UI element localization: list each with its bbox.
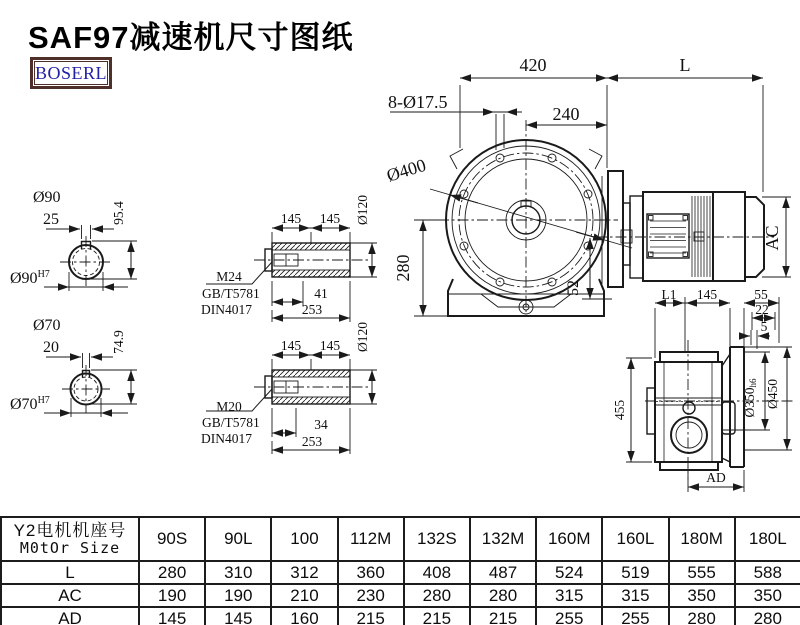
- motor-size-header-en: M0tOr Size: [19, 539, 121, 558]
- dim-label: 420: [519, 55, 547, 75]
- dim-label: 145: [696, 287, 718, 302]
- dim-value-cell: 215: [338, 607, 404, 625]
- dim-label: [10, 395, 50, 413]
- dim-value-cell: 230: [338, 584, 404, 607]
- col-header: 160M: [536, 517, 602, 561]
- motor-size-header-cn: Y2电机机座号: [13, 520, 127, 540]
- dim-value-cell: 312: [271, 561, 337, 584]
- dim-label: 20: [43, 339, 59, 356]
- dim-value-cell: 524: [536, 561, 602, 584]
- col-header: 180L: [735, 517, 800, 561]
- dim-label: 253: [301, 302, 323, 317]
- dim-value-cell: 215: [470, 607, 536, 625]
- dim-label: 145: [319, 211, 341, 226]
- row-label: AC: [1, 584, 139, 607]
- front-view: [384, 55, 763, 316]
- dim-table: [0, 516, 800, 625]
- dim-value-cell: 310: [205, 561, 271, 584]
- dim-label: Ø350: [742, 387, 757, 418]
- fit-superscript: H7: [37, 269, 50, 280]
- dim-value-cell: 555: [669, 561, 735, 584]
- row-label: AD: [1, 607, 139, 625]
- dim-label: Ø70: [33, 317, 61, 334]
- dim-label: [10, 269, 50, 287]
- detail-shaft90: [10, 189, 137, 291]
- dim-label: 74.9: [111, 330, 126, 354]
- dim-value-cell: 280: [404, 584, 470, 607]
- table-row: [1, 561, 800, 584]
- standard-label: GB/T5781: [202, 415, 260, 430]
- dim-value-cell: 588: [735, 561, 800, 584]
- table-header-row: [1, 517, 800, 561]
- dim-label: 41: [314, 286, 328, 301]
- dim-label: Ø450: [765, 379, 780, 409]
- row-label: L: [1, 561, 139, 584]
- dim-label: Ø120: [355, 322, 370, 352]
- col-header: 112M: [338, 517, 404, 561]
- detail-hollow-lower: [201, 322, 377, 454]
- standard-label: DIN4017: [201, 431, 252, 446]
- dim-label: AC: [762, 225, 782, 251]
- dim-value-cell: 255: [536, 607, 602, 625]
- col-header: 90L: [205, 517, 271, 561]
- dim-label: 240: [552, 104, 580, 124]
- dim-value-cell: 255: [602, 607, 668, 625]
- dim-value-cell: 280: [735, 607, 800, 625]
- dim-label: 455: [612, 399, 627, 421]
- dim-value-cell: 350: [669, 584, 735, 607]
- fit-subscript: h6: [748, 378, 758, 388]
- dim-value-cell: 360: [338, 561, 404, 584]
- col-header: 160L: [602, 517, 668, 561]
- dim-label: L1: [661, 287, 677, 302]
- dim-label: 25: [43, 211, 59, 228]
- table-row: [1, 607, 800, 625]
- dim-label: 52: [565, 280, 582, 296]
- dim-value-cell: 487: [470, 561, 536, 584]
- table-row: [1, 584, 800, 607]
- dim-value-cell: 215: [404, 607, 470, 625]
- dim-label: 34: [314, 417, 328, 432]
- dim-value-cell: 280: [139, 561, 205, 584]
- motor-view: [596, 171, 791, 287]
- col-header: 100: [271, 517, 337, 561]
- dim-label: 22: [755, 302, 769, 317]
- dim-value-cell: 519: [602, 561, 668, 584]
- page-title: SAF97减速机尺寸图纸: [28, 20, 354, 55]
- standard-label: DIN4017: [201, 302, 252, 317]
- dim-label: 55: [754, 287, 768, 302]
- thread-label: M24: [216, 269, 242, 284]
- dim-label: 95.4: [111, 201, 126, 225]
- thread-label: M20: [216, 399, 242, 414]
- motor-size-header: [1, 517, 139, 561]
- dim-value-cell: 160: [271, 607, 337, 625]
- fit-superscript: H7: [37, 395, 50, 406]
- dim-value-cell: 190: [205, 584, 271, 607]
- dim-value-cell: 190: [139, 584, 205, 607]
- dim-label: 8-Ø17.5: [388, 92, 448, 112]
- col-header: 132S: [404, 517, 470, 561]
- dim-label: Ø400: [384, 154, 429, 186]
- dim-label: Ø120: [355, 195, 370, 225]
- dim-value-cell: 350: [735, 584, 800, 607]
- dim-value-cell: 280: [470, 584, 536, 607]
- dim-value-cell: 408: [404, 561, 470, 584]
- dim-label: Ø90: [10, 270, 38, 287]
- dim-value-cell: 280: [669, 607, 735, 625]
- dim-label: 145: [280, 211, 302, 226]
- col-header: 132M: [470, 517, 536, 561]
- col-header: 90S: [139, 517, 205, 561]
- dim-label: 5: [760, 319, 768, 334]
- side-view: [612, 287, 795, 492]
- standard-label: GB/T5781: [202, 286, 260, 301]
- dim-value-cell: 315: [536, 584, 602, 607]
- col-header: 180M: [669, 517, 735, 561]
- dim-label: AD: [706, 470, 726, 485]
- dim-value-cell: 145: [139, 607, 205, 625]
- dim-value-cell: 210: [271, 584, 337, 607]
- dim-label: 145: [280, 338, 302, 353]
- dim-label: 280: [393, 254, 413, 282]
- dim-label: Ø90: [33, 189, 61, 206]
- dim-value-cell: 315: [602, 584, 668, 607]
- detail-shaft70: [10, 317, 137, 417]
- dim-label: 253: [301, 434, 323, 449]
- dim-label: 145: [319, 338, 341, 353]
- dim-label: Ø70: [10, 396, 38, 413]
- detail-hollow-upper: [201, 195, 377, 322]
- dim-value-cell: 145: [205, 607, 271, 625]
- dim-label: L: [679, 55, 691, 75]
- boserl-logo-text: BOSERL: [34, 62, 107, 83]
